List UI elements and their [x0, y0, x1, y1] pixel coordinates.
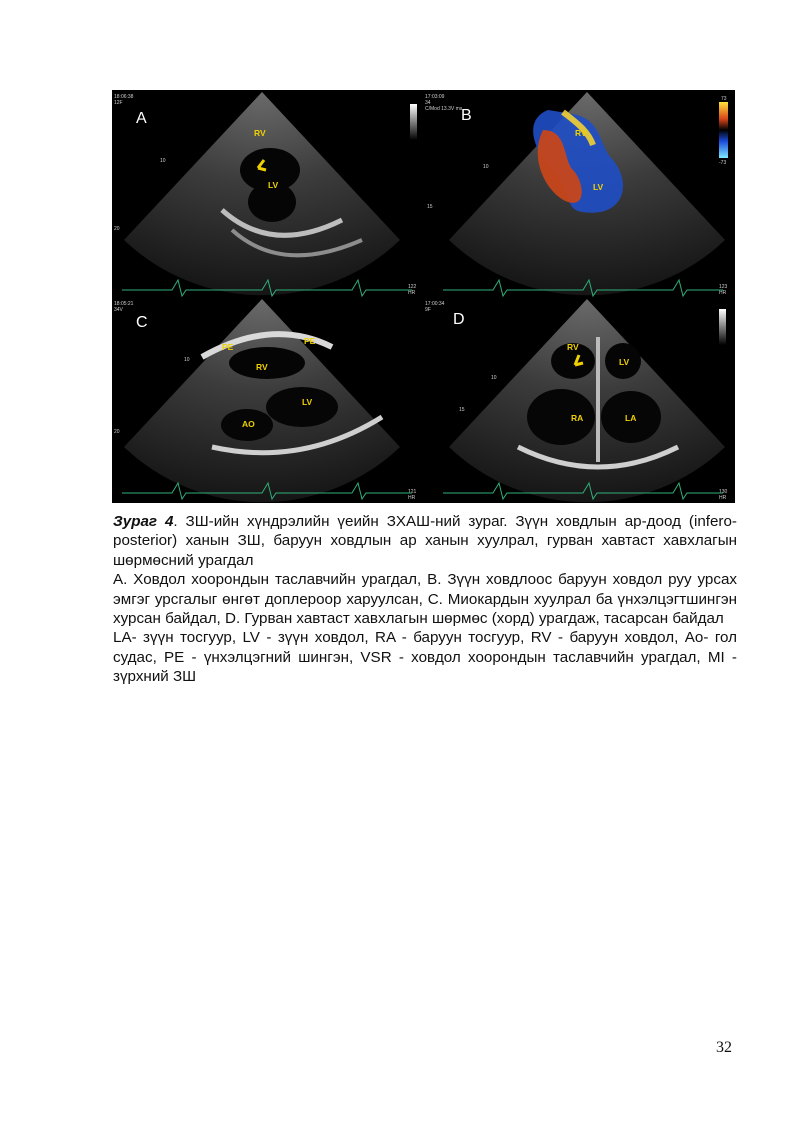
anat-a-2: LV: [268, 180, 279, 190]
anat-c-5: AO: [242, 419, 255, 429]
color-scale-bar-b: [719, 102, 728, 158]
depth-d-2: 15: [459, 407, 465, 413]
caption-title: Зураг 4: [113, 513, 174, 530]
anat-c-3: RV: [256, 362, 268, 372]
scale-b-top: 73: [721, 96, 727, 102]
info-d: 17:00:34 9F: [425, 301, 445, 313]
page-number: 32: [716, 1039, 732, 1056]
anat-d-3: RA: [571, 413, 584, 423]
depth-c-2: 20: [114, 429, 120, 435]
anat-b-1: RV: [575, 128, 587, 138]
anat-c-4: LV: [302, 397, 313, 407]
depth-b-1: 10: [483, 164, 489, 170]
panel-c: [114, 299, 417, 502]
caption-line1: . ЗШ-ийн хүндрэлийн үеийн ЗХАШ-ний зураг. Зүүн ховдлын ар-доод (infero-posterior) ханын ЗШ, баруун ховдлын ар ханын хуулрал, гурван хавтаст хавхлагын шөрмөсний урагдал: [113, 513, 737, 569]
echocardiogram-figure: [112, 90, 735, 503]
depth-a-2: 20: [114, 226, 120, 232]
info-a: 18:06:38 12F: [114, 94, 134, 106]
caption-abbreviations: LA- зүүн тосгуур, LV - зүүн ховдол, RA - баруун тосгуур, RV - баруун ховдол, Ao- гол судас, PE - үнхэлцэгний шингэн, VSR - ховдол хоорондын таславчийн урагдал, MI - зүрхний ЗШ: [113, 629, 737, 686]
panel-label-a: A: [136, 110, 147, 127]
echo-panels-svg: [112, 90, 735, 503]
anat-d-4: LA: [625, 413, 637, 423]
caption-panels-text: A. Ховдол хоорондын таславчийн урагдал, B. Зүүн ховдлоос баруун ховдол руу урсах эмгэг урсгалыг өнгөт доплероор харуулсан, C. Миокардын хуулрал ба үнхэлцэгтшингэн хурсан байдал, D. Гурван хавтаст хавхлагын шөрмөс (хорд) урагдаж, тасарсан байдал: [113, 571, 737, 628]
grayscale-bar-a: [410, 104, 417, 140]
anat-c-2: PE: [304, 336, 316, 346]
depth-d-1: 10: [491, 375, 497, 381]
depth-c-1: 10: [184, 357, 190, 363]
hr-c: 121 HR: [408, 489, 417, 501]
depth-a-1: 10: [160, 158, 166, 164]
panel-label-c: C: [136, 314, 148, 331]
info-c: 18:05:21 34V: [114, 301, 134, 313]
figure-caption: [113, 512, 737, 687]
panel-label-b: B: [461, 107, 472, 124]
cavity-lv-c: [266, 387, 338, 427]
panel-label-d: D: [453, 311, 465, 328]
hr-d: 130 HR: [719, 489, 728, 501]
anat-d-2: LV: [619, 357, 630, 367]
caption-title-paragraph: [113, 512, 737, 570]
info-b: 17:03:09 34 C/Mod 13.3V ms: [425, 94, 463, 112]
grayscale-bar-d: [719, 309, 726, 345]
scale-b-bottom: -73: [719, 160, 727, 166]
cavity-ra-d: [527, 389, 595, 445]
anat-b-2: LV: [593, 182, 604, 192]
anat-c-1: PE: [222, 342, 234, 352]
panel-d: [425, 299, 728, 502]
anat-d-1: RV: [567, 342, 579, 352]
anat-a-1: RV: [254, 128, 266, 138]
hr-a: 122 HR: [408, 284, 417, 296]
sector-c: [124, 299, 400, 502]
depth-b-2: 15: [427, 204, 433, 210]
hr-b: 123 HR: [719, 284, 728, 296]
panel-b: [425, 92, 728, 296]
panel-a: [114, 92, 417, 296]
